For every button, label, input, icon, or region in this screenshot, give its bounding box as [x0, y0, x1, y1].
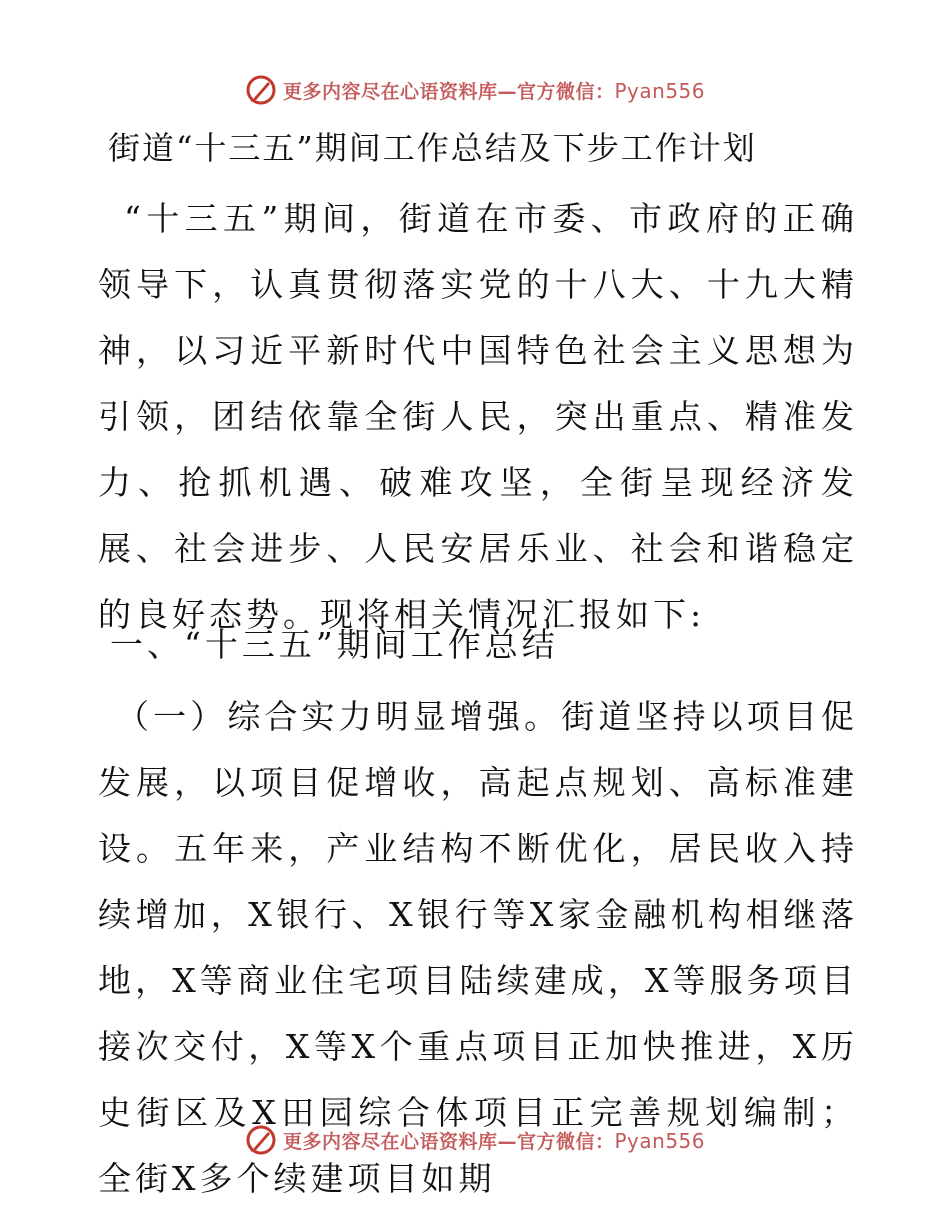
watermark-text — [283, 1127, 705, 1154]
watermark-text — [283, 77, 705, 104]
section-heading: 一、“十三五”期间工作总结 — [110, 625, 559, 664]
document-title: 街道“十三五”期间工作总结及下步工作计划 — [108, 129, 757, 167]
watermark-wechat-id: Pyan556 — [614, 78, 706, 103]
quill-seal-icon — [245, 74, 277, 106]
header-watermark — [0, 70, 950, 110]
footer-watermark — [0, 1120, 950, 1160]
intro-paragraph: “十三五”期间，街道在市委、市政府的正确领导下，认真贯彻落实党的十八大、十九大精神，以习近平新时代中国特色社会主义思想为引领，团结依靠全街人民，突出重点、精准发力、抢抓机遇、破难攻坚，全街呈现经济发展、社会进步、人民安居乐业、社会和谐稳定的良好态势。现将相关情况汇报如下: — [98, 199, 858, 634]
quill-seal-icon — [245, 1124, 277, 1156]
watermark-label: 更多内容尽在心语资料库—官方微信： — [282, 1130, 615, 1153]
watermark-label: 更多内容尽在心语资料库—官方微信： — [282, 80, 615, 103]
section-paragraph: （一）综合实力明显增强。街道坚持以项目促发展，以项目促增收，高起点规划、高标准建设。五年来，产业结构不断优化，居民收入持续增加，X银行、X银行等X家金融机构相继落地，X等商业住宅项目陆续建成，X等服务项目接次交付，X等X个重点项目正加快推进，X历史街区及X田园综合体项目正完善规划编制；全街X多个续建项目如期 — [98, 697, 858, 1198]
watermark-wechat-id: Pyan556 — [614, 1128, 706, 1153]
